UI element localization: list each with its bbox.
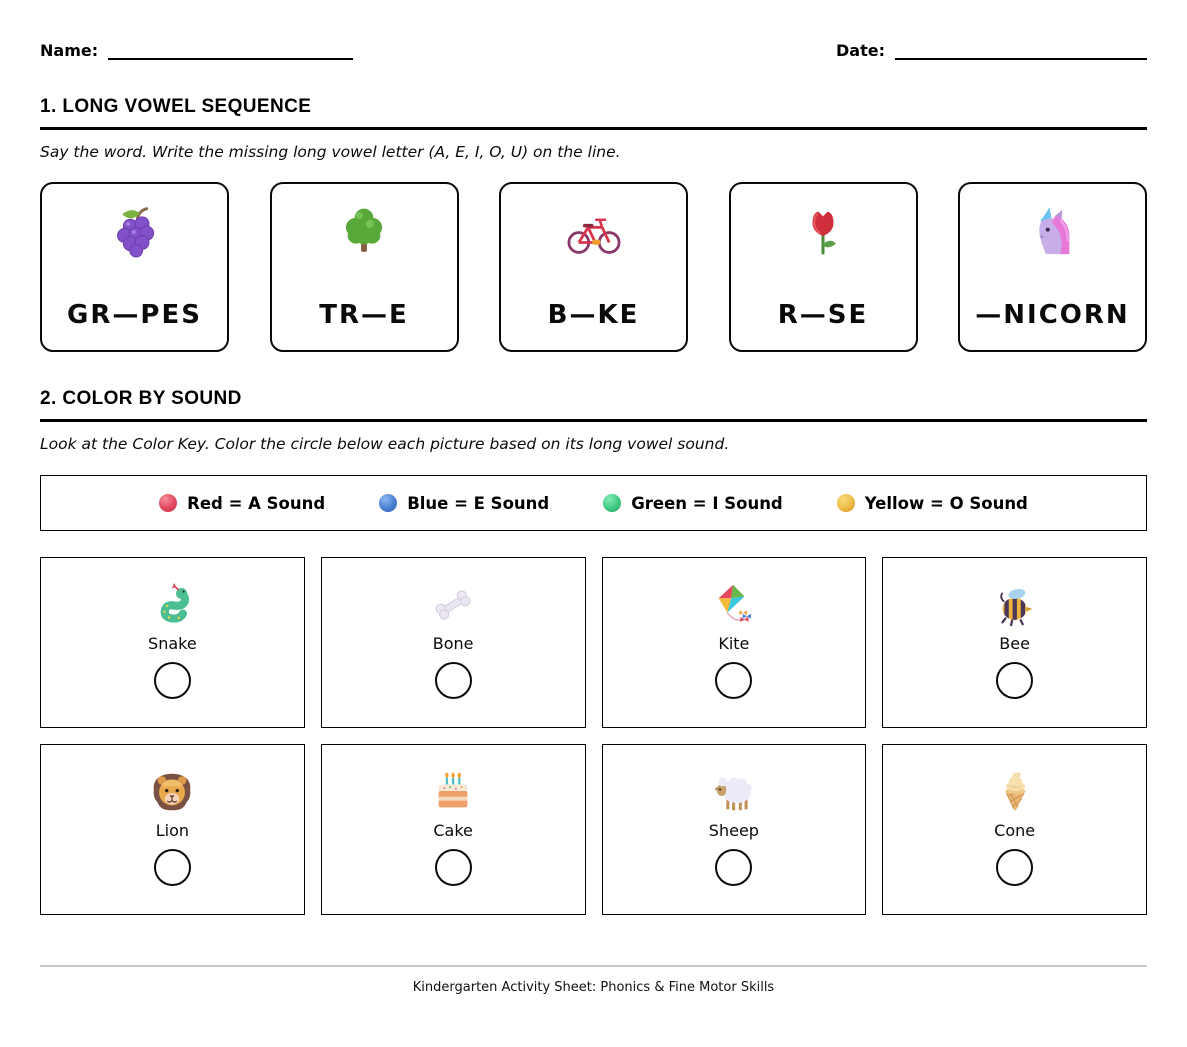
- color-key-green: [603, 494, 783, 513]
- sound-circle[interactable]: [996, 662, 1033, 699]
- sound-card-label: Bee: [999, 634, 1030, 653]
- header: [40, 0, 1147, 60]
- color-key-label: Blue = E Sound: [407, 493, 550, 513]
- color-by-sound-grid: [40, 557, 1147, 915]
- name-label: Name:: [40, 41, 99, 60]
- section1-heading: 1. LONG VOWEL SEQUENCE: [40, 96, 1147, 130]
- sound-card-cone: [882, 744, 1147, 915]
- snake-icon: [149, 582, 195, 628]
- bee-icon: [992, 582, 1038, 628]
- vowel-card-rose: [729, 182, 918, 352]
- sound-circle[interactable]: [715, 849, 752, 886]
- yellow-circle-icon: [837, 494, 855, 512]
- vowel-card-bike: [499, 182, 688, 352]
- sound-card-kite: [602, 557, 867, 728]
- name-field: [40, 40, 353, 60]
- kite-icon: [711, 582, 757, 628]
- vowel-card-row: [40, 182, 1147, 352]
- cake-icon: [430, 769, 476, 815]
- sound-card-label: Kite: [718, 634, 750, 653]
- vowel-card-tree: [270, 182, 459, 352]
- date-input-line[interactable]: [895, 40, 1147, 60]
- bone-icon: [430, 582, 476, 628]
- sound-circle[interactable]: [435, 849, 472, 886]
- name-input-line[interactable]: [108, 40, 353, 60]
- section2-heading: 2. COLOR BY SOUND: [40, 388, 1147, 422]
- sound-card-label: Sheep: [708, 821, 759, 840]
- color-key-label: Yellow = O Sound: [864, 493, 1028, 513]
- sound-card-label: Bone: [432, 634, 474, 653]
- vowel-word[interactable]: R—SE: [777, 300, 869, 330]
- color-key-label: Red = A Sound: [187, 493, 326, 513]
- color-key-red: [159, 494, 325, 513]
- vowel-word[interactable]: GR—PES: [67, 300, 202, 330]
- lion-icon: [149, 769, 195, 815]
- vowel-word[interactable]: TR—E: [319, 300, 409, 330]
- vowel-word[interactable]: B—KE: [547, 300, 640, 330]
- vowel-card-grapes: [40, 182, 229, 352]
- section1-instruction: Say the word. Write the missing long vowel letter (A, E, I, O, U) on the line.: [40, 143, 621, 161]
- date-label: Date:: [836, 41, 885, 60]
- sound-card-bone: [321, 557, 586, 728]
- sound-circle[interactable]: [435, 662, 472, 699]
- red-circle-icon: [159, 494, 177, 512]
- sheep-icon: [711, 769, 757, 815]
- unicorn-icon: [1025, 204, 1081, 260]
- sound-card-cake: [321, 744, 586, 915]
- vowel-card-unicorn: [958, 182, 1147, 352]
- bike-icon: [566, 204, 622, 260]
- sound-card-label: Cake: [433, 821, 473, 840]
- sound-circle[interactable]: [154, 662, 191, 699]
- color-key-blue: [379, 494, 549, 513]
- sound-card-bee: [882, 557, 1147, 728]
- tree-icon: [336, 204, 392, 260]
- footer-text: Kindergarten Activity Sheet: Phonics & Fine Motor Skills: [412, 980, 775, 995]
- cone-icon: [992, 769, 1038, 815]
- sound-card-lion: [40, 744, 305, 915]
- blue-circle-icon: [379, 494, 397, 512]
- color-key-label: Green = I Sound: [631, 493, 783, 513]
- sound-circle[interactable]: [715, 662, 752, 699]
- sound-circle[interactable]: [996, 849, 1033, 886]
- green-circle-icon: [603, 494, 621, 512]
- sound-card-snake: [40, 557, 305, 728]
- color-key-box: [40, 475, 1147, 531]
- section2-instruction: Look at the Color Key. Color the circle below each picture based on its long vowel sound.: [40, 435, 730, 453]
- vowel-word[interactable]: —NICORN: [975, 300, 1130, 330]
- footer: [40, 965, 1147, 995]
- sound-circle[interactable]: [154, 849, 191, 886]
- date-field: [836, 40, 1147, 60]
- rose-icon: [795, 204, 851, 260]
- sound-card-sheep: [602, 744, 867, 915]
- sound-card-label: Lion: [155, 821, 190, 840]
- grapes-icon: [107, 204, 163, 260]
- color-key-yellow: [837, 494, 1028, 513]
- sound-card-label: Cone: [994, 821, 1036, 840]
- sound-card-label: Snake: [148, 634, 197, 653]
